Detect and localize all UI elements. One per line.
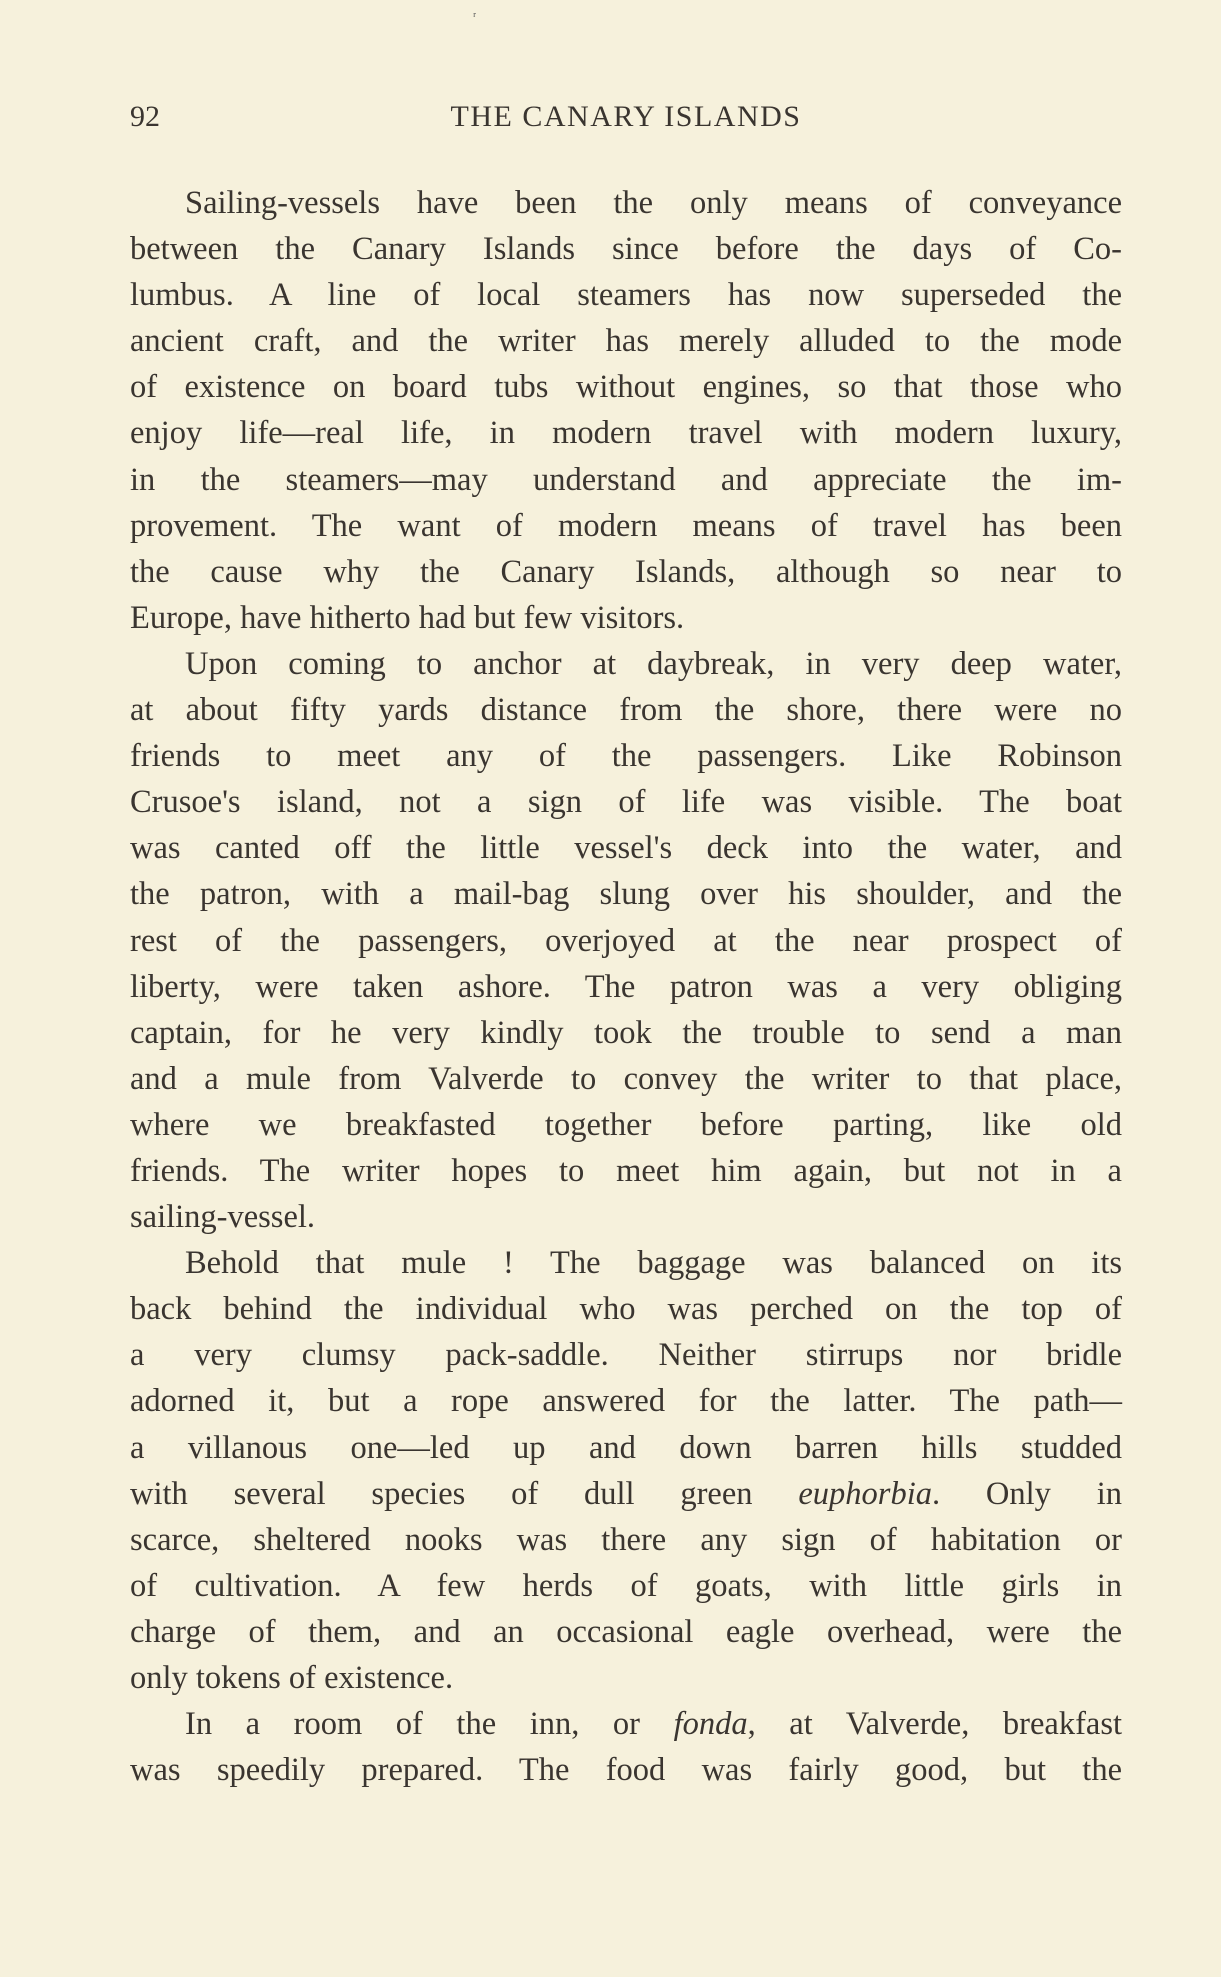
text-line <box>130 1240 1122 1286</box>
text-line <box>130 641 1122 687</box>
line-text: with several species of dull green <box>130 1475 753 1512</box>
italic-term: euphorbia <box>798 1475 932 1512</box>
text-line <box>130 1747 1122 1793</box>
text-line <box>130 964 1122 1010</box>
line-text: liberty, were taken ashore. The patron was a very obliging <box>130 968 1122 1005</box>
text-line <box>130 226 1122 272</box>
line-text: at about fifty yards distance from the shore, there were no <box>130 692 1122 729</box>
text-line <box>130 1378 1122 1424</box>
line-text: Sailing-vessels have been the only means of conveyance <box>185 185 1122 221</box>
line-text: In a room of the inn, or <box>185 1706 640 1743</box>
line-text: lumbus. A line of local steamers has now superseded the <box>130 277 1122 314</box>
line-text: where we breakfasted together before parting, like old <box>130 1106 1122 1143</box>
line-text: sailing-vessel. <box>130 1199 316 1236</box>
text-line <box>130 1194 1122 1240</box>
text-line <box>130 1609 1122 1655</box>
text-line <box>130 318 1122 364</box>
line-text: the patron, with a mail-bag slung over his shoulder, and the <box>130 876 1122 913</box>
line-text: was canted off the little vessel's deck into the water, and <box>130 830 1122 867</box>
line-text: in the steamers—may understand and appreciate the im- <box>130 461 1122 498</box>
text-line <box>130 687 1122 733</box>
line-text: back behind the individual who was perched on the top of <box>130 1291 1122 1328</box>
line-text: the cause why the Canary Islands, although so near to <box>130 553 1122 590</box>
line-text: captain, for he very kindly took the trouble to send a man <box>130 1014 1122 1051</box>
text-line <box>130 1056 1122 1102</box>
line-text: was speedily prepared. The food was fairly good, but the <box>130 1752 1122 1789</box>
text-line <box>130 1010 1122 1056</box>
line-text: a very clumsy pack-saddle. Neither stirrups nor bridle <box>130 1337 1122 1374</box>
line-text: between the Canary Islands since before the days of Co- <box>130 231 1122 268</box>
line-text: friends. The writer hopes to meet him again, but not in a <box>130 1152 1122 1189</box>
line-text: , at Valverde, breakfast <box>747 1706 1123 1743</box>
text-line <box>130 779 1122 825</box>
text-line <box>130 1102 1122 1148</box>
text-line <box>130 1655 1122 1701</box>
text-line <box>130 1471 1122 1517</box>
text-line <box>130 272 1122 318</box>
line-text: scarce, sheltered nooks was there any sign of habitation or <box>130 1521 1122 1558</box>
line-text: rest of the passengers, overjoyed at the near prospect of <box>130 922 1122 959</box>
text-line <box>130 1701 1122 1747</box>
line-text: a villanous one—led up and down barren hills studded <box>130 1429 1122 1466</box>
line-text: friends to meet any of the passengers. Like Robinson <box>130 738 1122 775</box>
line-text: ancient craft, and the writer has merely alluded to the mode <box>130 323 1122 360</box>
line-text: Crusoe's island, not a sign of life was visible. The boat <box>130 784 1122 821</box>
text-line <box>130 410 1122 456</box>
line-text: Upon coming to anchor at daybreak, in very deep water, <box>185 645 1122 682</box>
line-text: enjoy life—real life, in modern travel with modern luxury, <box>130 415 1122 452</box>
text-line <box>130 595 1122 641</box>
page-header <box>130 100 1122 146</box>
line-text: and a mule from Valverde to convey the writer to that place, <box>130 1060 1122 1097</box>
line-text: only tokens of existence. <box>130 1660 454 1696</box>
running-title: THE CANARY ISLANDS <box>450 100 802 133</box>
text-line <box>130 457 1122 503</box>
line-text: charge of them, and an occasional eagle overhead, were the <box>130 1613 1122 1650</box>
line-text: Behold that mule ! The baggage was balanced on its <box>185 1245 1122 1282</box>
line-text: Europe, have hitherto had but few visitors. <box>130 599 685 636</box>
line-text: adorned it, but a rope answered for the latter. The path— <box>130 1383 1122 1420</box>
line-text: . Only in <box>931 1475 1123 1512</box>
text-line <box>130 733 1122 779</box>
body-text <box>130 180 1122 1793</box>
italic-term: fonda <box>673 1706 748 1743</box>
text-line <box>130 918 1122 964</box>
line-text: provement. The want of modern means of travel has been <box>130 507 1122 544</box>
text-line <box>130 1332 1122 1378</box>
text-line <box>130 825 1122 871</box>
page-number: 92 <box>130 100 160 133</box>
text-line <box>130 1425 1122 1471</box>
text-line <box>130 1148 1122 1194</box>
text-line <box>130 364 1122 410</box>
text-line <box>130 1517 1122 1563</box>
line-text: of cultivation. A few herds of goats, with little girls in <box>130 1567 1122 1604</box>
text-line <box>130 549 1122 595</box>
scan-mark: ʳ <box>473 10 477 25</box>
text-line <box>130 503 1122 549</box>
text-line <box>130 1286 1122 1332</box>
text-line <box>130 871 1122 917</box>
text-line <box>130 1563 1122 1609</box>
text-line <box>130 180 1122 226</box>
line-text: of existence on board tubs without engines, so that those who <box>130 369 1122 406</box>
